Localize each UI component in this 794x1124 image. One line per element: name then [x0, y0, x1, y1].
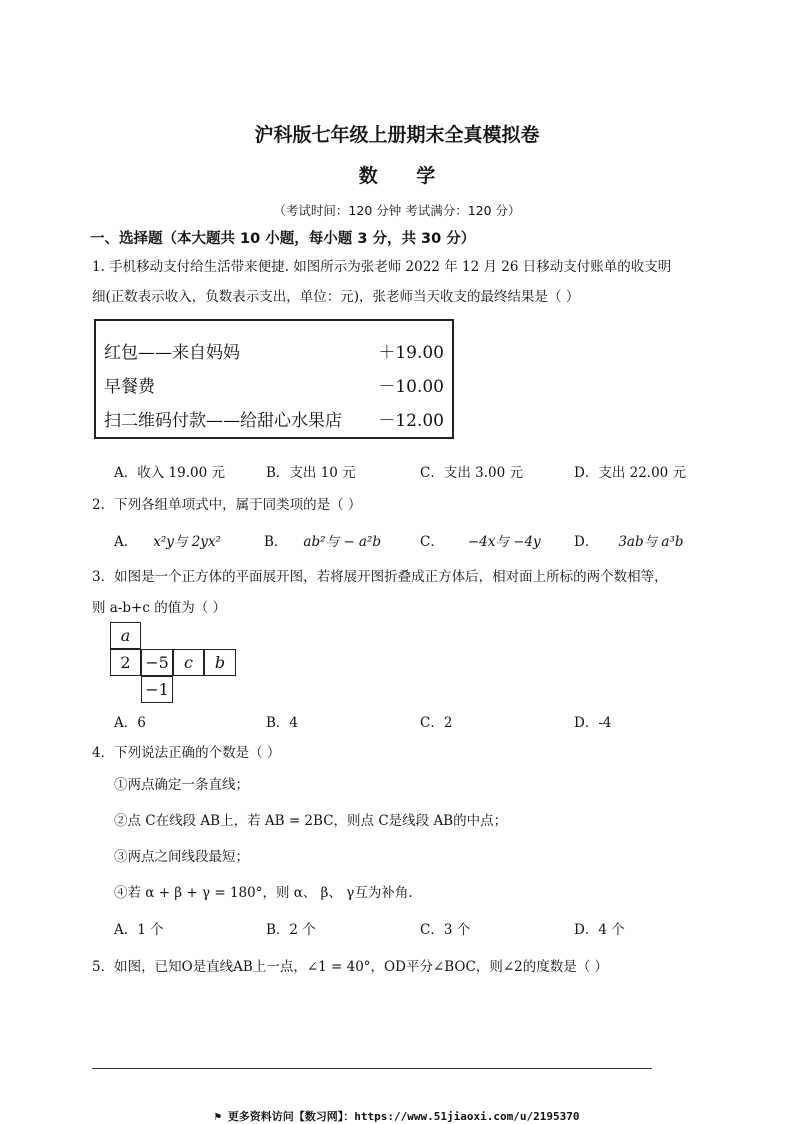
q2-option-d — [574, 530, 684, 550]
statement-4: ④若 α + β + γ = 180°，则 α、 β、 γ互为补角. — [114, 885, 413, 901]
flag-icon: ⚑ — [214, 1110, 228, 1123]
bill-row — [104, 406, 444, 436]
payment-bill-table — [94, 319, 454, 439]
bill-amount: ＋19.00 — [378, 343, 444, 363]
footer-divider — [92, 1068, 652, 1069]
q3-option-a: A．6 — [114, 715, 146, 731]
q1-option-b: B．支出 10 元 — [266, 465, 356, 481]
q3-option-b: B．4 — [266, 715, 299, 731]
bill-label: 扫二维码付款——给甜心水果店 — [104, 411, 342, 431]
question-2: 2．下列各组单项式中，属于同类项的是（ ） — [92, 497, 362, 513]
exam-info: （考试时间：120 分钟 考试满分：120 分） — [273, 203, 521, 218]
subject-title: 数 学 — [358, 165, 452, 187]
bill-row — [104, 338, 444, 368]
q3-option-c: C．2 — [420, 715, 453, 731]
question-4: 4．下列说法正确的个数是（ ） — [92, 745, 281, 761]
q4-option-a: A．1 个 — [114, 922, 164, 938]
bill-amount: －12.00 — [378, 411, 444, 431]
option-letter: D． — [574, 534, 599, 550]
q4-option-d: D．4 个 — [574, 922, 625, 938]
bill-row — [104, 372, 444, 402]
section-heading: 一、选择题（本大题共 10 小题，每小题 3 分，共 30 分） — [90, 231, 476, 247]
option-expression: x²y与 2yx² — [153, 534, 221, 550]
statement-1: ①两点确定一条直线； — [114, 777, 249, 793]
option-letter: B． — [264, 534, 288, 550]
option-expression: −4x与 −4y — [467, 534, 541, 550]
question-3-line-2: 则 a-b+c 的值为（ ） — [92, 600, 226, 616]
document-title: 沪科版七年级上册期末全真模拟卷 — [254, 124, 540, 146]
cube-net-diagram — [110, 622, 236, 704]
footer-link[interactable] — [0, 1108, 794, 1124]
statement-2: ②点 C在线段 AB上，若 AB = 2BC，则点 C是线段 AB的中点； — [114, 813, 508, 829]
q4-option-b: B．2 个 — [266, 922, 316, 938]
bill-label: 红包——来自妈妈 — [104, 343, 240, 363]
question-3-line-1: 3．如图是一个正方体的平面展开图，若将展开图折叠成正方体后，相对面上所标的两个数相等， — [92, 569, 668, 585]
option-letter: C． — [420, 534, 444, 550]
bill-amount: －10.00 — [378, 377, 444, 397]
statement-3: ③两点之间线段最短； — [114, 849, 249, 865]
net-cell-b: b — [204, 649, 236, 676]
net-cell-minus5: −5 — [141, 649, 173, 676]
q1-option-d: D．支出 22.00 元 — [574, 465, 687, 481]
option-letter: A． — [114, 534, 138, 550]
q1-option-a: A．收入 19.00 元 — [114, 465, 225, 481]
net-cell-c: c — [173, 649, 204, 676]
q2-option-c — [420, 530, 541, 550]
question-1-line-2: 细(正数表示收入，负数表示支出，单位：元)，张老师当天收支的最终结果是（ ） — [92, 289, 580, 305]
net-cell-a: a — [110, 622, 141, 649]
q1-option-c: C．支出 3.00 元 — [420, 465, 523, 481]
q2-option-b — [264, 530, 381, 550]
net-cell-minus1: −1 — [141, 676, 173, 703]
q2-option-a — [114, 530, 221, 550]
question-1-line-1: 1. 手机移动支付给生活带来便捷. 如图所示为张老师 2022 年 12 月 26 日移动支付账单的收支明 — [92, 259, 672, 275]
option-expression: 3ab与 a³b — [618, 534, 684, 550]
bill-label: 早餐费 — [104, 377, 155, 397]
footer-text: 更多资料访问【数习网】：https://www.51jiaoxi.com/u/2195370 — [227, 1110, 580, 1123]
q4-option-c: C．3 个 — [420, 922, 471, 938]
question-5: 5．如图，已知O是直线AB上一点，∠1 = 40°，OD平分∠BOC，则∠2的度数是（ ） — [92, 959, 609, 975]
q3-option-d: D．-4 — [574, 715, 612, 731]
option-expression: ab²与 − a²b — [303, 534, 382, 550]
net-cell-2: 2 — [110, 649, 141, 676]
